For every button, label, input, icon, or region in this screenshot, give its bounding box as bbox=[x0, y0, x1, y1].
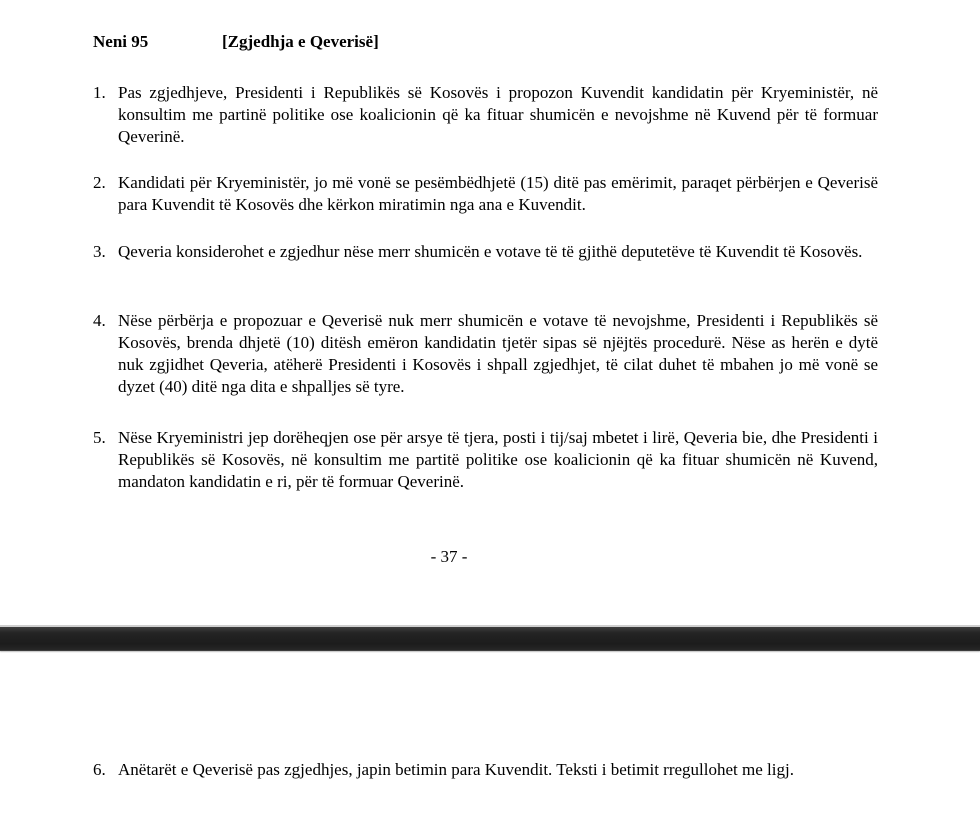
item-number: 5. bbox=[93, 428, 106, 447]
item-number: 2. bbox=[93, 173, 106, 192]
list-item bbox=[93, 241, 878, 263]
item-text: Nëse Kryeministri jep dorëheqjen ose për arsye të tjera, posti i tij/saj mbetet i lirë, Qeveria bie, dhe Presidenti i Republikës së Kosovës, në konsultim me partitë politike ose koalicionin që ka fituar shumicën në Kuvend, mandaton kandidatin e ri, për të formuar Qeverinë. bbox=[118, 428, 878, 491]
list-item bbox=[93, 759, 878, 781]
item-number: 6. bbox=[93, 760, 106, 779]
item-text: Pas zgjedhjeve, Presidenti i Republikës së Kosovës i propozon Kuvendit kandidatin për Kryeministër, në konsultim me partinë politike ose koalicionin që ka fituar shumicën e nevojshme në Kuvend për të formuar Qeverinë. bbox=[118, 83, 878, 146]
list-item bbox=[93, 82, 878, 148]
page-number: - 37 - bbox=[430, 547, 468, 566]
article-title: [Zgjedhja e Qeverisë] bbox=[222, 32, 379, 51]
item-number: 4. bbox=[93, 311, 106, 330]
item-number: 1. bbox=[93, 83, 106, 102]
article-number: Neni 95 bbox=[93, 32, 149, 51]
item-text: Qeveria konsiderohet e zgjedhur nëse merr shumicën e votave të të gjithë deputetëve të Kuvendit të Kosovës. bbox=[118, 242, 863, 261]
article-heading bbox=[93, 31, 379, 53]
item-text: Anëtarët e Qeverisë pas zgjedhjes, japin betimin para Kuvendit. Teksti i betimit rregullohet me ligj. bbox=[118, 760, 794, 779]
item-number: 3. bbox=[93, 242, 106, 261]
item-text: Kandidati për Kryeministër, jo më vonë se pesëmbëdhjetë (15) ditë pas emërimit, paraqet përbërjen e Qeverisë para Kuvendit të Kosovës dhe kërkon miratimin nga ana e Kuvendit. bbox=[118, 173, 878, 214]
list-item bbox=[93, 310, 878, 398]
item-text: Nëse përbërja e propozuar e Qeverisë nuk merr shumicën e votave të nevojshme, Presidenti i Republikës së Kosovës, brenda dhjetë (10) ditësh emëron kandidatin tjetër sipas së njëjtës procedurë. Nëse as herën e dytë nuk zgjidhet Qeveria, atëherë Presidenti i Kosovës i shpall zgjedhjet, të cilat duhet të mbahen jo më vonë se dyzet (40) ditë nga dita e shpalljes së tyre. bbox=[118, 311, 878, 396]
list-item bbox=[93, 427, 878, 493]
list-item bbox=[93, 172, 878, 216]
page-separator bbox=[0, 625, 980, 651]
